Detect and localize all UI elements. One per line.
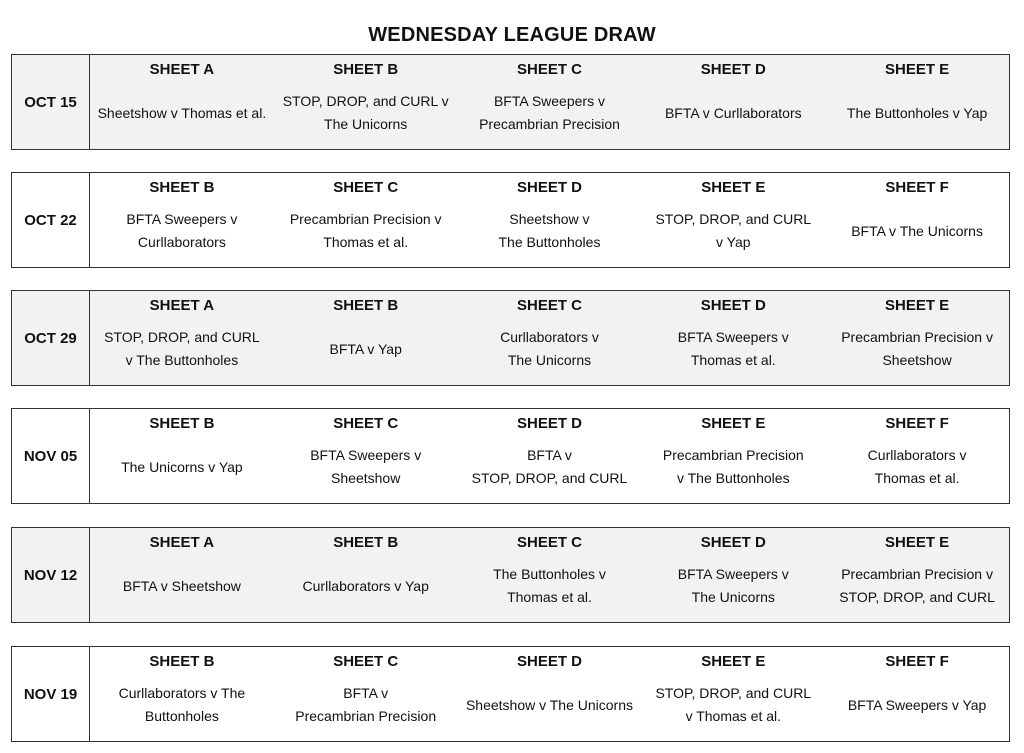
matchup: BFTA v The Unicorns (851, 222, 983, 239)
sheet-name: SHEET D (700, 534, 766, 551)
matchup: BFTA Sweepers v Yap (847, 696, 987, 713)
draw-date: OCT 15 (12, 55, 90, 149)
draw-block (11, 527, 1010, 623)
sheet-name: SHEET E (701, 179, 766, 196)
sheet-name: SHEET E (884, 297, 950, 314)
matchup: The Unicorns v Yap (121, 458, 243, 475)
sheet-name: SHEET A (149, 534, 215, 551)
matchup: Sheetshow v The Buttonholes (498, 211, 601, 250)
sheet-cell (825, 173, 1009, 267)
sheet-cell (274, 647, 458, 741)
sheet-cell (825, 528, 1009, 622)
matchup: Precambrian Precision v Sheetshow (841, 329, 993, 368)
matchup: Curllaborators v The Unicorns (500, 329, 599, 368)
matchup: The Buttonholes v Thomas et al. (493, 566, 606, 605)
matchup: BFTA v Sheetshow (122, 577, 241, 594)
sheet-cell (274, 173, 458, 267)
sheet-cell (641, 647, 825, 741)
draw-block (11, 172, 1010, 268)
matchup: BFTA v Yap (329, 340, 402, 357)
sheet-cell (274, 291, 458, 385)
sheet-name: SHEET F (885, 179, 949, 196)
matchup: Curllaborators v The Buttonholes (118, 685, 246, 724)
sheet-name: SHEET E (884, 61, 950, 78)
draw-block (11, 408, 1010, 504)
sheet-cell (825, 409, 1009, 503)
sheet-cell (90, 55, 274, 149)
sheet-cell (641, 409, 825, 503)
matchup: Precambrian Precision v Thomas et al. (289, 211, 442, 250)
matchup: STOP, DROP, and CURL v The Buttonholes (104, 329, 260, 368)
sheet-cell (825, 647, 1009, 741)
matchup: Curllaborators v Yap (302, 577, 429, 594)
matchup: BFTA v STOP, DROP, and CURL (471, 447, 628, 486)
sheet-cell (90, 647, 274, 741)
matchup: BFTA Sweepers v Sheetshow (310, 447, 422, 486)
sheet-name: SHEET A (149, 61, 215, 78)
sheet-name: SHEET E (701, 653, 766, 670)
matchup: The Buttonholes v Yap (846, 104, 988, 121)
sheet-name: SHEET D (700, 61, 766, 78)
sheet-name: SHEET B (149, 179, 215, 196)
draw-date: NOV 05 (12, 409, 90, 503)
sheet-cell (274, 409, 458, 503)
draw-block (11, 54, 1010, 150)
sheet-cell (458, 291, 642, 385)
matchup: BFTA Sweepers v Precambrian Precision (479, 93, 620, 132)
draw-date: OCT 29 (12, 291, 90, 385)
sheet-name: SHEET E (884, 534, 950, 551)
sheet-name: SHEET D (516, 415, 582, 432)
matchup: BFTA v Curllaborators (664, 104, 802, 121)
sheet-cell (641, 291, 825, 385)
sheet-cell (274, 528, 458, 622)
matchup: Precambrian Precision v STOP, DROP, and CURL (839, 566, 995, 605)
matchup: BFTA Sweepers v The Unicorns (677, 566, 789, 605)
sheet-name: SHEET C (333, 415, 399, 432)
matchup: BFTA v Precambrian Precision (295, 685, 437, 724)
sheet-name: SHEET B (333, 534, 399, 551)
sheet-name: SHEET D (516, 653, 582, 670)
sheet-name: SHEET D (516, 179, 582, 196)
matchup: Sheetshow v Thomas et al. (97, 104, 267, 121)
sheet-name: SHEET B (149, 653, 215, 670)
sheet-cell (458, 647, 642, 741)
sheet-cell (90, 409, 274, 503)
matchup: Sheetshow v The Unicorns (465, 696, 634, 713)
draw-date: NOV 19 (12, 647, 90, 741)
matchup: BFTA Sweepers v Thomas et al. (677, 329, 789, 368)
sheet-name: SHEET A (149, 297, 215, 314)
sheet-name: SHEET C (516, 534, 582, 551)
matchup: STOP, DROP, and CURL v Thomas et al. (655, 685, 812, 724)
sheet-name: SHEET C (333, 179, 399, 196)
sheet-name: SHEET F (885, 653, 949, 670)
matchup: STOP, DROP, and CURL v Yap (655, 211, 812, 250)
matchup: Curllaborators v Thomas et al. (867, 447, 967, 486)
matchup: STOP, DROP, and CURL v The Unicorns (282, 93, 449, 132)
draw-block (11, 290, 1010, 386)
sheet-cell (825, 291, 1009, 385)
draw-date: NOV 12 (12, 528, 90, 622)
sheet-cell (458, 528, 642, 622)
sheet-cell (641, 173, 825, 267)
sheet-cell (90, 173, 274, 267)
sheet-name: SHEET C (516, 297, 582, 314)
sheet-cell (90, 291, 274, 385)
page-title: WEDNESDAY LEAGUE DRAW (368, 24, 656, 46)
sheet-cell (458, 173, 642, 267)
sheet-name: SHEET C (516, 61, 582, 78)
sheet-name: SHEET F (885, 415, 949, 432)
sheet-name: SHEET B (333, 61, 399, 78)
sheet-cell (458, 409, 642, 503)
sheet-cell (825, 55, 1009, 149)
sheet-name: SHEET D (700, 297, 766, 314)
sheet-cell (274, 55, 458, 149)
sheet-name: SHEET C (333, 653, 399, 670)
sheet-cell (458, 55, 642, 149)
matchup: BFTA Sweepers v Curllaborators (126, 211, 238, 250)
sheet-cell (641, 55, 825, 149)
draw-date: OCT 22 (12, 173, 90, 267)
draw-block (11, 646, 1010, 742)
matchup: Precambrian Precision v The Buttonholes (662, 447, 804, 486)
sheet-cell (90, 528, 274, 622)
sheet-name: SHEET B (333, 297, 399, 314)
sheet-name: SHEET B (149, 415, 215, 432)
sheet-name: SHEET E (701, 415, 766, 432)
sheet-cell (641, 528, 825, 622)
